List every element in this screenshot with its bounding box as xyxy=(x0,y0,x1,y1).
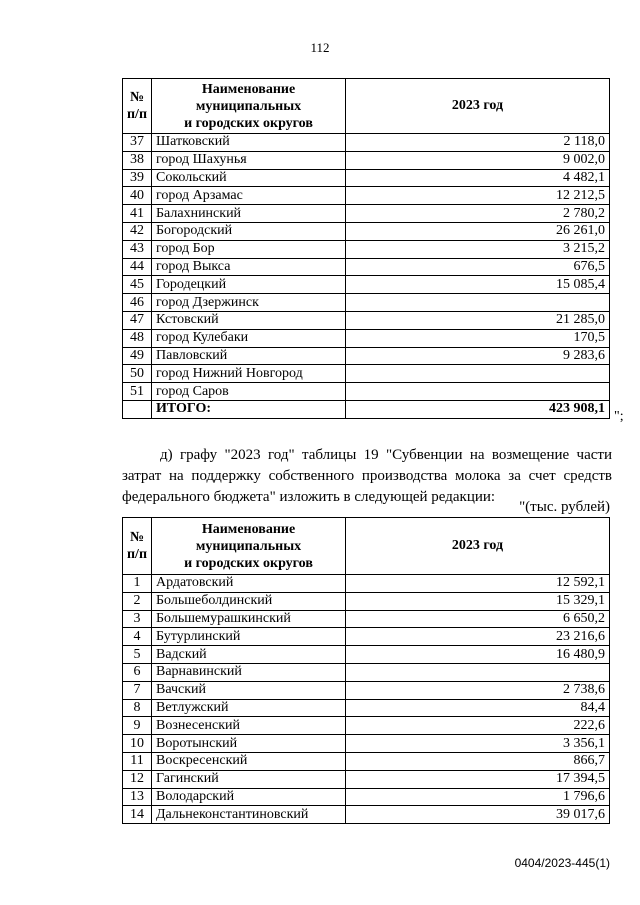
table-row xyxy=(123,788,610,806)
table-row xyxy=(123,806,610,824)
row-name: город Кулебаки xyxy=(152,329,346,347)
table-row xyxy=(123,258,610,276)
table-row xyxy=(123,717,610,735)
table-row xyxy=(123,770,610,788)
header-num-text: № п/п xyxy=(126,530,148,562)
row-name: Воскресенский xyxy=(152,752,346,770)
table-row xyxy=(123,169,610,187)
row-name: город Выкса xyxy=(152,258,346,276)
header-num-text: № п/п xyxy=(126,90,148,122)
table-row xyxy=(123,628,610,646)
row-number: 14 xyxy=(123,806,152,824)
header-value xyxy=(346,79,610,134)
table-row xyxy=(123,187,610,205)
row-name: Большеболдинский xyxy=(152,592,346,610)
row-number: 44 xyxy=(123,258,152,276)
row-number: 5 xyxy=(123,646,152,664)
row-number: 51 xyxy=(123,383,152,401)
row-name: Вознесенский xyxy=(152,717,346,735)
row-value: 676,5 xyxy=(346,258,610,276)
unit-label: "(тыс. рублей) xyxy=(519,499,610,515)
table-row xyxy=(123,646,610,664)
row-number: 46 xyxy=(123,294,152,312)
row-name: Вачский xyxy=(152,681,346,699)
table-row xyxy=(123,365,610,383)
page-number: 112 xyxy=(310,40,330,55)
row-number: 47 xyxy=(123,311,152,329)
table-row xyxy=(123,276,610,294)
row-name: Ардатовский xyxy=(152,575,346,593)
row-number: 43 xyxy=(123,240,152,258)
row-value: 4 482,1 xyxy=(346,169,610,187)
row-number: 10 xyxy=(123,735,152,753)
table-row xyxy=(123,134,610,152)
amendment-paragraph: д) графу "2023 год" таблицы 19 "Субвенции на возмещение части затрат на поддержку собственного производства молока за счет средств федерального бюджета" изложить в следующей редакции: xyxy=(122,447,612,505)
row-number: 42 xyxy=(123,222,152,240)
row-name: Дальнеконстантиновский xyxy=(152,806,346,824)
table-row xyxy=(123,383,610,401)
row-name: город Нижний Новгород xyxy=(152,365,346,383)
total-number-empty xyxy=(123,400,152,418)
row-number: 8 xyxy=(123,699,152,717)
header-name-text: Наименование муниципальных и городских округов xyxy=(184,81,313,131)
document-code: 0404/2023-445(1) xyxy=(514,856,610,870)
row-value: 866,7 xyxy=(346,752,610,770)
row-value: 23 216,6 xyxy=(346,628,610,646)
row-value: 15 329,1 xyxy=(346,592,610,610)
table-header-row xyxy=(123,518,610,575)
row-value: 9 283,6 xyxy=(346,347,610,365)
header-num xyxy=(123,79,152,134)
row-name: Воротынский xyxy=(152,735,346,753)
total-label: ИТОГО: xyxy=(152,400,346,418)
row-value: 15 085,4 xyxy=(346,276,610,294)
closing-quote: "; xyxy=(614,409,624,424)
row-name: Городецкий xyxy=(152,276,346,294)
row-number: 3 xyxy=(123,610,152,628)
row-value: 39 017,6 xyxy=(346,806,610,824)
allocation-table-1 xyxy=(122,78,610,419)
table-row xyxy=(123,610,610,628)
row-name: город Арзамас xyxy=(152,187,346,205)
row-name: Бутурлинский xyxy=(152,628,346,646)
header-name-text: Наименование муниципальных и городских округов xyxy=(184,521,313,571)
row-name: Варнавинский xyxy=(152,663,346,681)
row-value: 6 650,2 xyxy=(346,610,610,628)
table-row xyxy=(123,735,610,753)
row-number: 11 xyxy=(123,752,152,770)
table-row xyxy=(123,663,610,681)
row-number: 6 xyxy=(123,663,152,681)
row-value: 21 285,0 xyxy=(346,311,610,329)
row-number: 50 xyxy=(123,365,152,383)
total-value: 423 908,1 xyxy=(346,400,610,418)
row-name: город Бор xyxy=(152,240,346,258)
header-value xyxy=(346,518,610,575)
table-row xyxy=(123,347,610,365)
row-name: Большемурашкинский xyxy=(152,610,346,628)
table-body xyxy=(123,575,610,824)
table-row xyxy=(123,240,610,258)
row-value: 2 780,2 xyxy=(346,205,610,223)
row-name: Павловский xyxy=(152,347,346,365)
header-value-text: 2023 год xyxy=(451,538,504,553)
row-number: 39 xyxy=(123,169,152,187)
row-name: Гагинский xyxy=(152,770,346,788)
row-value xyxy=(346,365,610,383)
row-number: 13 xyxy=(123,788,152,806)
table-row xyxy=(123,681,610,699)
row-name: Сокольский xyxy=(152,169,346,187)
row-value: 84,4 xyxy=(346,699,610,717)
table-row xyxy=(123,592,610,610)
row-number: 45 xyxy=(123,276,152,294)
row-value: 12 592,1 xyxy=(346,575,610,593)
table-row xyxy=(123,205,610,223)
table-row xyxy=(123,329,610,347)
row-value: 16 480,9 xyxy=(346,646,610,664)
row-number: 48 xyxy=(123,329,152,347)
row-number: 12 xyxy=(123,770,152,788)
row-value: 170,5 xyxy=(346,329,610,347)
table-body xyxy=(123,134,610,419)
allocation-table-2 xyxy=(122,517,610,824)
total-row xyxy=(123,400,610,418)
row-value: 3 215,2 xyxy=(346,240,610,258)
row-name: Богородский xyxy=(152,222,346,240)
row-value: 9 002,0 xyxy=(346,151,610,169)
table-row xyxy=(123,699,610,717)
row-value xyxy=(346,294,610,312)
row-number: 37 xyxy=(123,134,152,152)
row-name: город Дзержинск xyxy=(152,294,346,312)
row-number: 7 xyxy=(123,681,152,699)
row-value: 17 394,5 xyxy=(346,770,610,788)
row-name: Кстовский xyxy=(152,311,346,329)
row-value: 1 796,6 xyxy=(346,788,610,806)
row-name: Балахнинский xyxy=(152,205,346,223)
row-name: Ветлужский xyxy=(152,699,346,717)
row-value xyxy=(346,383,610,401)
table-row xyxy=(123,575,610,593)
row-number: 4 xyxy=(123,628,152,646)
table-row xyxy=(123,752,610,770)
header-num xyxy=(123,518,152,575)
table-row xyxy=(123,222,610,240)
row-number: 40 xyxy=(123,187,152,205)
row-number: 1 xyxy=(123,575,152,593)
row-value: 2 738,6 xyxy=(346,681,610,699)
row-number: 2 xyxy=(123,592,152,610)
table-row xyxy=(123,311,610,329)
row-number: 41 xyxy=(123,205,152,223)
header-name xyxy=(152,518,346,575)
row-value: 12 212,5 xyxy=(346,187,610,205)
row-value: 3 356,1 xyxy=(346,735,610,753)
header-value-text: 2023 год xyxy=(451,98,504,113)
row-value: 26 261,0 xyxy=(346,222,610,240)
row-name: Шатковский xyxy=(152,134,346,152)
row-name: город Саров xyxy=(152,383,346,401)
row-value: 222,6 xyxy=(346,717,610,735)
table-header-row xyxy=(123,79,610,134)
header-name xyxy=(152,79,346,134)
table-row xyxy=(123,294,610,312)
row-value: 2 118,0 xyxy=(346,134,610,152)
row-value xyxy=(346,663,610,681)
row-name: город Шахунья xyxy=(152,151,346,169)
row-number: 38 xyxy=(123,151,152,169)
row-name: Володарский xyxy=(152,788,346,806)
row-number: 49 xyxy=(123,347,152,365)
table-row xyxy=(123,151,610,169)
row-number: 9 xyxy=(123,717,152,735)
row-name: Вадский xyxy=(152,646,346,664)
